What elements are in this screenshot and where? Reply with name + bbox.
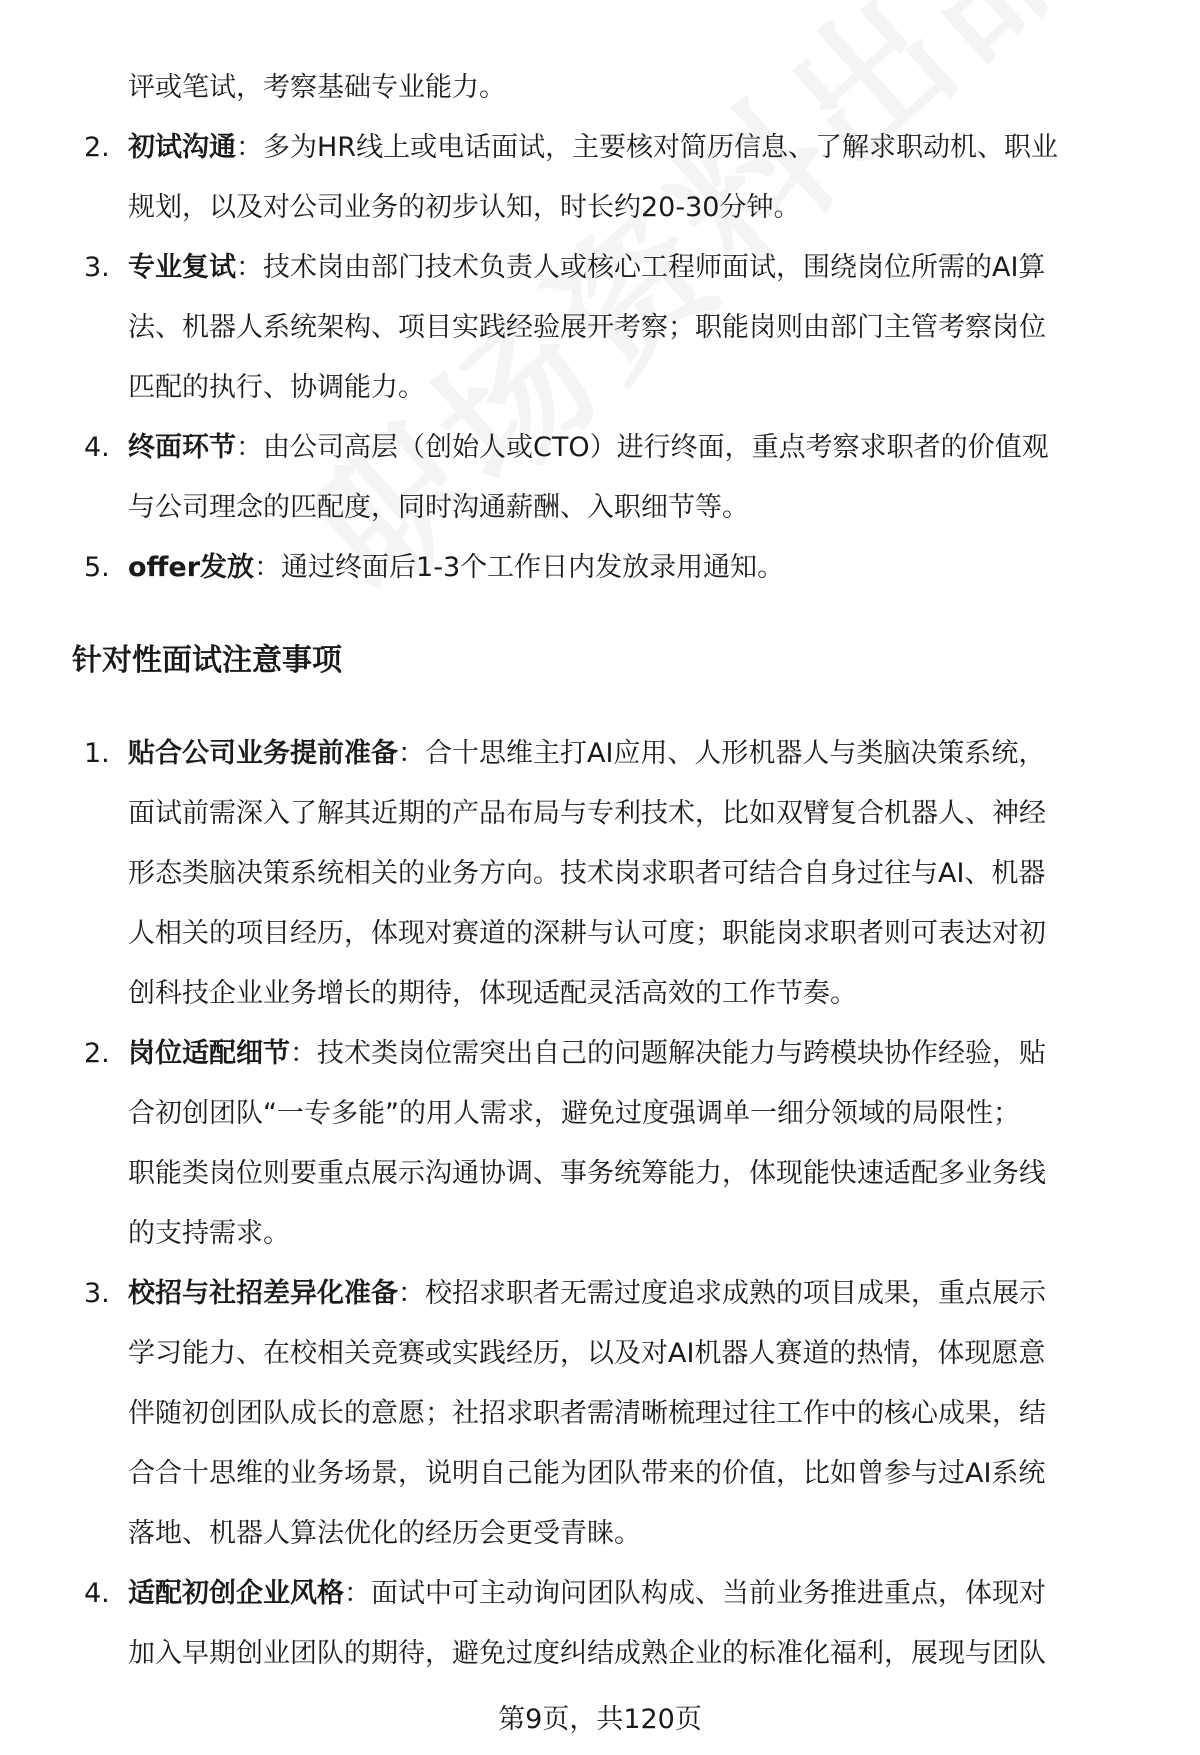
item-text: ：技术岗由部门技术负责人或核心工程师面试，围绕岗位所需的AI算 [236, 252, 1046, 283]
process-item [72, 238, 1152, 418]
list-text [72, 118, 1152, 238]
text-line [128, 1204, 1152, 1264]
interview-tips-list [72, 724, 1152, 1684]
list-number: 1. [84, 738, 110, 769]
item-text: ：合十思维主打AI应用、人形机器人与类脑决策系统， [398, 738, 1046, 769]
list-number: 5. [84, 552, 110, 583]
text-line [128, 478, 1152, 538]
text-line [128, 784, 1152, 844]
item-term: 初试沟通 [128, 132, 236, 163]
text-line [128, 1624, 1152, 1684]
item-text: 职能类岗位则要重点展示沟通协调、事务统筹能力，体现能快速适配多业务线 [128, 1158, 1046, 1189]
item-text: 的支持需求。 [128, 1218, 290, 1249]
text-line [128, 1084, 1152, 1144]
item-text: ：面试中可主动询问团队构成、当前业务推进重点，体现对 [344, 1578, 1046, 1609]
text-line [128, 1024, 1152, 1084]
item-text: ：技术类岗位需突出自己的问题解决能力与跨模块协作经验，贴 [290, 1038, 1046, 1069]
item-term: 适配初创企业风格 [128, 1578, 344, 1609]
item-term: 终面环节 [128, 432, 236, 463]
text-line [128, 1504, 1152, 1564]
text-line [128, 1324, 1152, 1384]
list-text [72, 538, 1152, 598]
item-text: 规划，以及对公司业务的初步认知，时长约20-30分钟。 [128, 192, 801, 223]
text-line [128, 178, 1152, 238]
interview-process-list [72, 118, 1152, 598]
section-heading: 针对性面试注意事项 [72, 643, 342, 678]
list-text [72, 418, 1152, 538]
text-line [128, 118, 1152, 178]
text-line [128, 358, 1152, 418]
text-line [128, 238, 1152, 298]
text-line [128, 904, 1152, 964]
item-term: 岗位适配细节 [128, 1038, 290, 1069]
text-line [128, 538, 1152, 598]
item-text: 创科技企业业务增长的期待，体现适配灵活高效的工作节奏。 [128, 978, 857, 1009]
item-text: 伴随初创团队成长的意愿；社招求职者需清晰梳理过往工作中的核心成果，结 [128, 1398, 1046, 1429]
list-number: 4. [84, 1578, 110, 1609]
list-number: 2. [84, 1038, 110, 1069]
item-text: 人相关的项目经历，体现对赛道的深耕与认可度；职能岗求职者则可表达对初 [128, 918, 1046, 949]
list-text [72, 1564, 1152, 1684]
text-line [128, 1444, 1152, 1504]
item-text: 合初创团队“一专多能”的用人需求，避免过度强调单一细分领域的局限性； [128, 1098, 1020, 1129]
item-text: 合合十思维的业务场景，说明自己能为团队带来的价值，比如曾参与过AI系统 [128, 1458, 1046, 1489]
list-number: 3. [84, 1278, 110, 1309]
list-number: 3. [84, 252, 110, 283]
item-text: ：通过终面后1-3个工作日内发放录用通知。 [254, 552, 785, 583]
item-term: 专业复试 [128, 252, 236, 283]
item-text: 法、机器人系统架构、项目实践经验展开考察；职能岗则由部门主管考察岗位 [128, 312, 1046, 343]
item-text: 面试前需深入了解其近期的产品布局与专利技术，比如双臂复合机器人、神经 [128, 798, 1046, 829]
page-footer: 第9页，共120页 [498, 1704, 702, 1735]
list-text [72, 724, 1152, 1024]
list-text [72, 238, 1152, 418]
list-number: 2. [84, 132, 110, 163]
text-line [128, 1144, 1152, 1204]
text-line [128, 724, 1152, 784]
item-text: 与公司理念的匹配度，同时沟通薪酬、入职细节等。 [128, 492, 749, 523]
page-content [72, 58, 1152, 1684]
item-text: 匹配的执行、协调能力。 [128, 372, 425, 403]
item-text: ：由公司高层（创始人或CTO）进行终面，重点考察求职者的价值观 [236, 432, 1049, 463]
tip-item [72, 724, 1152, 1024]
text-line [128, 298, 1152, 358]
tip-item [72, 1024, 1152, 1264]
item-term: offer发放 [128, 552, 255, 583]
list-text [72, 1024, 1152, 1264]
list-number: 4. [84, 432, 110, 463]
list-text [72, 1264, 1152, 1564]
process-item [72, 118, 1152, 238]
intro-tail-line: 评或笔试，考察基础专业能力。 [128, 72, 506, 103]
text-line [128, 1564, 1152, 1624]
text-line [128, 418, 1152, 478]
item-text: 学习能力、在校相关竞赛或实践经历，以及对AI机器人赛道的热情，体现愿意 [128, 1338, 1046, 1369]
text-line [128, 964, 1152, 1024]
item-text: ：多为HR线上或电话面试，主要核对简历信息、了解求职动机、职业 [236, 132, 1059, 163]
tip-item [72, 1564, 1152, 1684]
item-text: 落地、机器人算法优化的经历会更受青睐。 [128, 1518, 641, 1549]
text-line [128, 1384, 1152, 1444]
item-text: 加入早期创业团队的期待，避免过度纠结成熟企业的标准化福利，展现与团队 [128, 1638, 1046, 1669]
item-text: ：校招求职者无需过度追求成熟的项目成果，重点展示 [398, 1278, 1046, 1309]
process-item [72, 538, 1152, 598]
process-item [72, 418, 1152, 538]
text-line [128, 844, 1152, 904]
tip-item [72, 1264, 1152, 1564]
item-term: 贴合公司业务提前准备 [128, 738, 398, 769]
text-line [128, 1264, 1152, 1324]
item-term: 校招与社招差异化准备 [128, 1278, 398, 1309]
item-text: 形态类脑决策系统相关的业务方向。技术岗求职者可结合自身过往与AI、机器 [128, 858, 1046, 889]
